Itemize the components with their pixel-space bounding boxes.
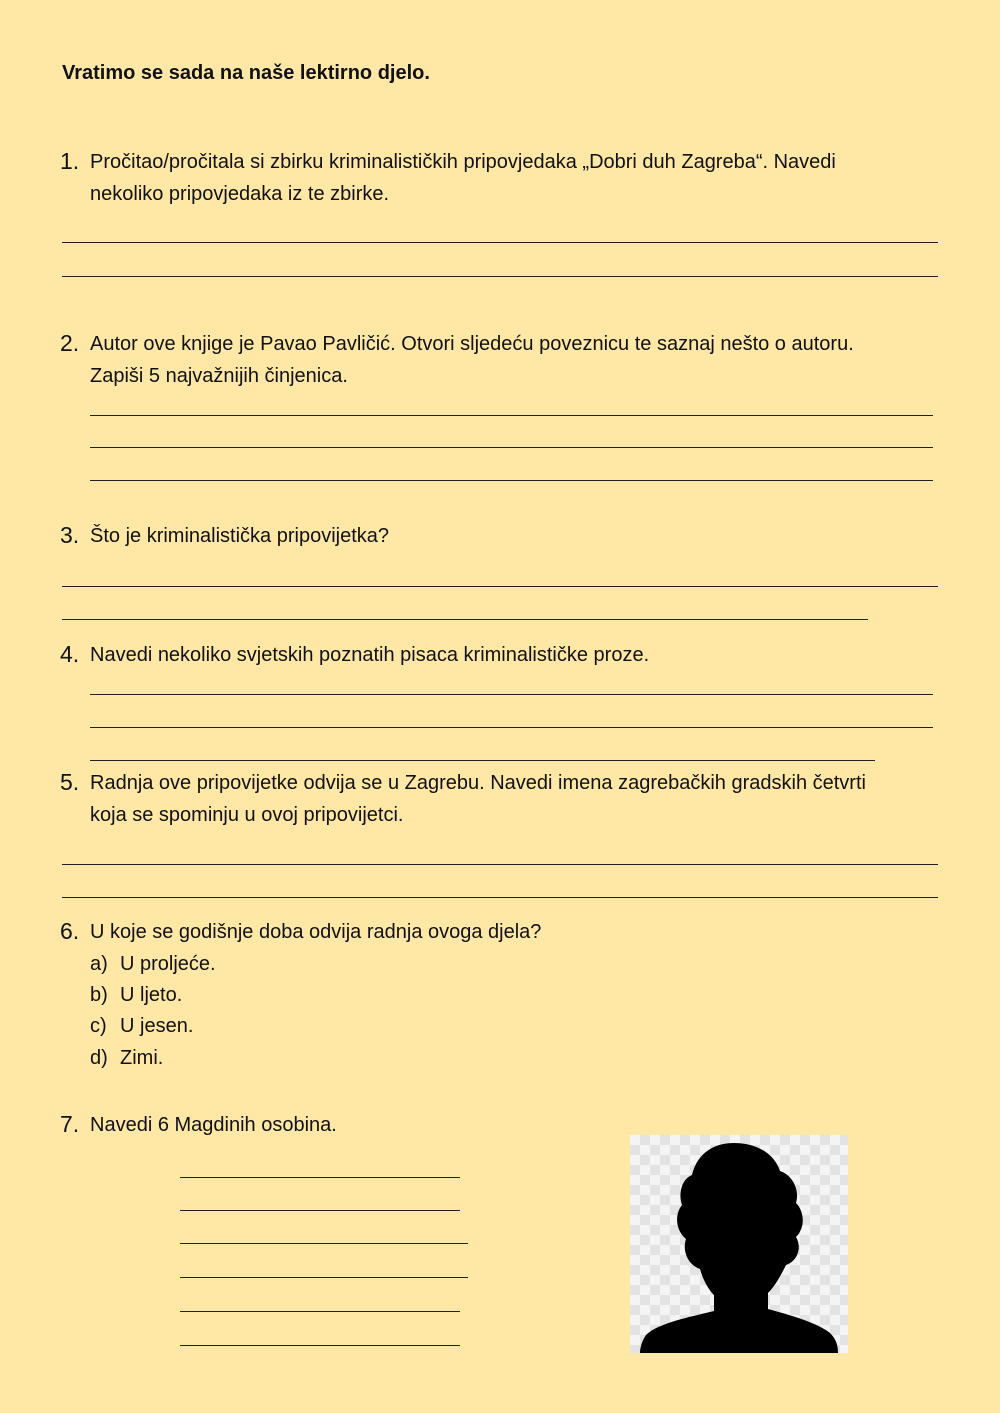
option-a[interactable]: a) U proljeće. [90, 953, 216, 975]
answer-line[interactable] [90, 415, 933, 416]
trait-answer-line[interactable] [180, 1345, 460, 1346]
question-2-number: 2. [60, 330, 80, 356]
question-2-line-1: Autor ove knjige je Pavao Pavličić. Otvori sljedeću poveznicu te saznaj nešto o autoru. [90, 333, 854, 355]
question-4-line-1: Navedi nekoliko svjetskih poznatih pisaca kriminalističke proze. [90, 644, 650, 666]
worksheet-title: Vratimo se sada na naše lektirno djelo. [62, 62, 430, 84]
trait-answer-line[interactable] [180, 1311, 460, 1312]
question-1-text [90, 146, 836, 210]
trait-answer-line[interactable] [180, 1277, 468, 1278]
question-5-number: 5. [60, 769, 80, 795]
answer-line[interactable] [62, 586, 938, 587]
answer-line[interactable] [62, 242, 938, 243]
option-d[interactable]: d) Zimi. [90, 1047, 164, 1069]
question-3-line-1: Što je kriminalistička pripovijetka? [90, 525, 390, 547]
question-7-text [90, 1109, 337, 1141]
question-7-number: 7. [60, 1111, 80, 1137]
trait-answer-line[interactable] [180, 1210, 460, 1211]
woman-silhouette-image [630, 1135, 848, 1353]
question-3-number: 3. [60, 522, 80, 548]
answer-line[interactable] [90, 727, 933, 728]
trait-answer-line[interactable] [180, 1177, 460, 1178]
answer-line[interactable] [90, 447, 933, 448]
option-b[interactable]: b) U ljeto. [90, 984, 183, 1006]
answer-line[interactable] [62, 864, 938, 865]
answer-line[interactable] [90, 480, 933, 481]
answer-line[interactable] [90, 760, 875, 761]
question-5-text [90, 767, 866, 831]
option-c[interactable]: c) U jesen. [90, 1015, 194, 1037]
question-4-number: 4. [60, 641, 80, 667]
answer-line[interactable] [62, 619, 868, 620]
question-2-line-2: Zapiši 5 najvažnijih činjenica. [90, 365, 348, 387]
question-4-text [90, 639, 649, 671]
question-5-line-2: koja se spominju u ovoj pripovijetci. [90, 804, 404, 826]
question-6-line-1: U koje se godišnje doba odvija radnja ovoga djela? [90, 921, 542, 943]
question-7-line-1: Navedi 6 Magdinih osobina. [90, 1114, 337, 1136]
woman-silhouette-icon [630, 1135, 848, 1353]
question-1-number: 1. [60, 148, 80, 174]
question-1-line-2: nekoliko pripovjedaka iz te zbirke. [90, 183, 390, 205]
answer-line[interactable] [90, 694, 933, 695]
question-1-line-1: Pročitao/pročitala si zbirku kriminalističkih pripovjedaka „Dobri duh Zagreba“. Navedi [90, 151, 836, 173]
question-6-number: 6. [60, 918, 80, 944]
answer-line[interactable] [62, 276, 938, 277]
answer-line[interactable] [62, 897, 938, 898]
question-6-text [90, 916, 541, 948]
question-3-text [90, 520, 389, 552]
question-5-line-1: Radnja ove pripovijetke odvija se u Zagrebu. Navedi imena zagrebačkih gradskih četvrti [90, 772, 866, 794]
trait-answer-line[interactable] [180, 1243, 468, 1244]
question-2-text [90, 328, 854, 392]
